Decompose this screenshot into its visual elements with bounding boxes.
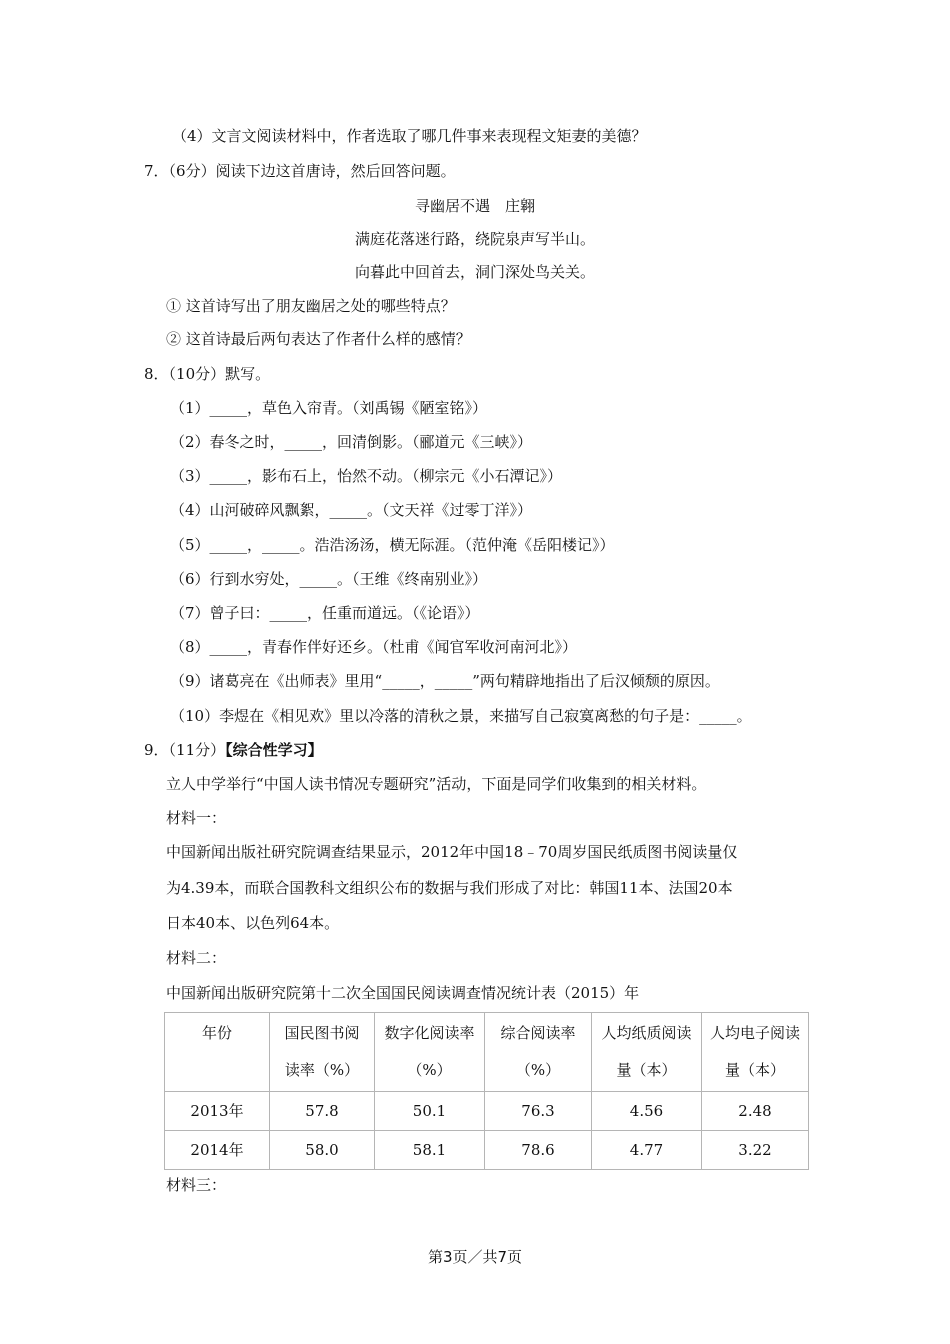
table-header-row (165, 1013, 809, 1092)
material-1-text: 日本40本、以色列64本。 (166, 914, 340, 932)
table-cell: 2.48 (702, 1092, 809, 1131)
table-header-cell: 国民图书阅 读率（%） (270, 1013, 375, 1092)
table-cell: 3.22 (702, 1131, 809, 1170)
q8-item: （2）春冬之时，_____，回清倒影。（郦道元《三峡》） (170, 433, 533, 451)
poem-line-2: 向暮此中回首去，洞门深处鸟关关。 (354, 263, 595, 281)
q7-sub-question-2: ② 这首诗最后两句表达了作者什么样的感情？ (166, 330, 471, 348)
poem-line-1: 满庭花落迷行路，绕院泉声写半山。 (354, 230, 595, 248)
q8-item: （6）行到水穷处，_____。（王维《终南别业》） (170, 570, 488, 588)
material-1-text: 中国新闻出版社研究院调查结果显示，2012年中国18﹣70周岁国民纸质图书阅读量仅 (166, 843, 738, 861)
q8-item: （9）诸葛亮在《出师表》里用“_____，_____”两句精辟地指出了后汉倾颓的原因。 (170, 672, 720, 690)
q9-header-topic: 【综合性学习】 (225, 741, 323, 759)
page-number-footer: 第3页／共7页 (427, 1248, 523, 1266)
table-cell: 76.3 (485, 1092, 592, 1131)
q8-item: （8）_____，青春作伴好还乡。（杜甫《闻官军收河南河北》） (170, 638, 578, 656)
q8-item: （7）曾子曰：_____，任重而道远。（《论语》） (170, 604, 480, 622)
table-cell: 58.0 (270, 1131, 375, 1170)
table-header-cell: 人均电子阅读 量（本） (702, 1013, 809, 1092)
q8-item: （5）_____，_____。浩浩汤汤，横无际涯。（范仲淹《岳阳楼记》） (170, 536, 615, 554)
table-cell: 2013年 (165, 1092, 270, 1131)
table-cell: 2014年 (165, 1131, 270, 1170)
table-cell: 50.1 (375, 1092, 485, 1131)
table-header-cell: 年份 (165, 1013, 270, 1092)
material-1-text: 为4.39本，而联合国教科文组织公布的数据与我们形成了对比：韩国11本、法国20本 (166, 879, 733, 897)
poem-title: 寻幽居不遇 庄翱 (414, 197, 535, 215)
table-header-cell: 数字化阅读率 （%） (375, 1013, 485, 1092)
table-cell: 4.77 (592, 1131, 702, 1170)
table-cell: 57.8 (270, 1092, 375, 1131)
q7-sub-question-1: ① 这首诗写出了朋友幽居之处的哪些特点？ (166, 297, 456, 315)
table-cell: 78.6 (485, 1131, 592, 1170)
q9-intro: 立人中学举行“中国人读书情况专题研究”活动，下面是同学们收集到的相关材料。 (166, 775, 707, 793)
q9-header (144, 740, 323, 760)
table-row (165, 1092, 809, 1131)
reading-stats-table (164, 1012, 809, 1170)
material-2-label: 材料二： (166, 949, 227, 967)
q6-part4-question: （4）文言文阅读材料中，作者选取了哪几件事来表现程文矩妻的美德？ (172, 127, 647, 145)
q8-item: （10）李煜在《相见欢》里以冷落的清秋之景，来描写自己寂寞离愁的句子是：_____。 (170, 707, 752, 725)
q7-header: 7．（6分）阅读下边这首唐诗，然后回答问题。 (144, 162, 456, 180)
q9-header-prefix: 9．（11分） (144, 741, 226, 759)
material-3-label: 材料三： (166, 1176, 227, 1194)
q8-item: （1）_____，草色入帘青。（刘禹锡《陋室铭》） (170, 399, 488, 417)
q8-header: 8．（10分）默写。 (144, 365, 271, 383)
table-cell: 4.56 (592, 1092, 702, 1131)
q8-item: （3）_____，影布石上，怡然不动。（柳宗元《小石潭记》） (170, 467, 563, 485)
table-cell: 58.1 (375, 1131, 485, 1170)
table-row (165, 1131, 809, 1170)
table-header-cell: 人均纸质阅读 量（本） (592, 1013, 702, 1092)
table-header-cell: 综合阅读率 （%） (485, 1013, 592, 1092)
table-caption: 中国新闻出版研究院第十二次全国国民阅读调查情况统计表（2015）年 (166, 984, 640, 1002)
q8-item: （4）山河破碎风飘絮，_____。（文天祥《过零丁洋》） (170, 501, 533, 519)
material-1-label: 材料一： (166, 809, 227, 827)
